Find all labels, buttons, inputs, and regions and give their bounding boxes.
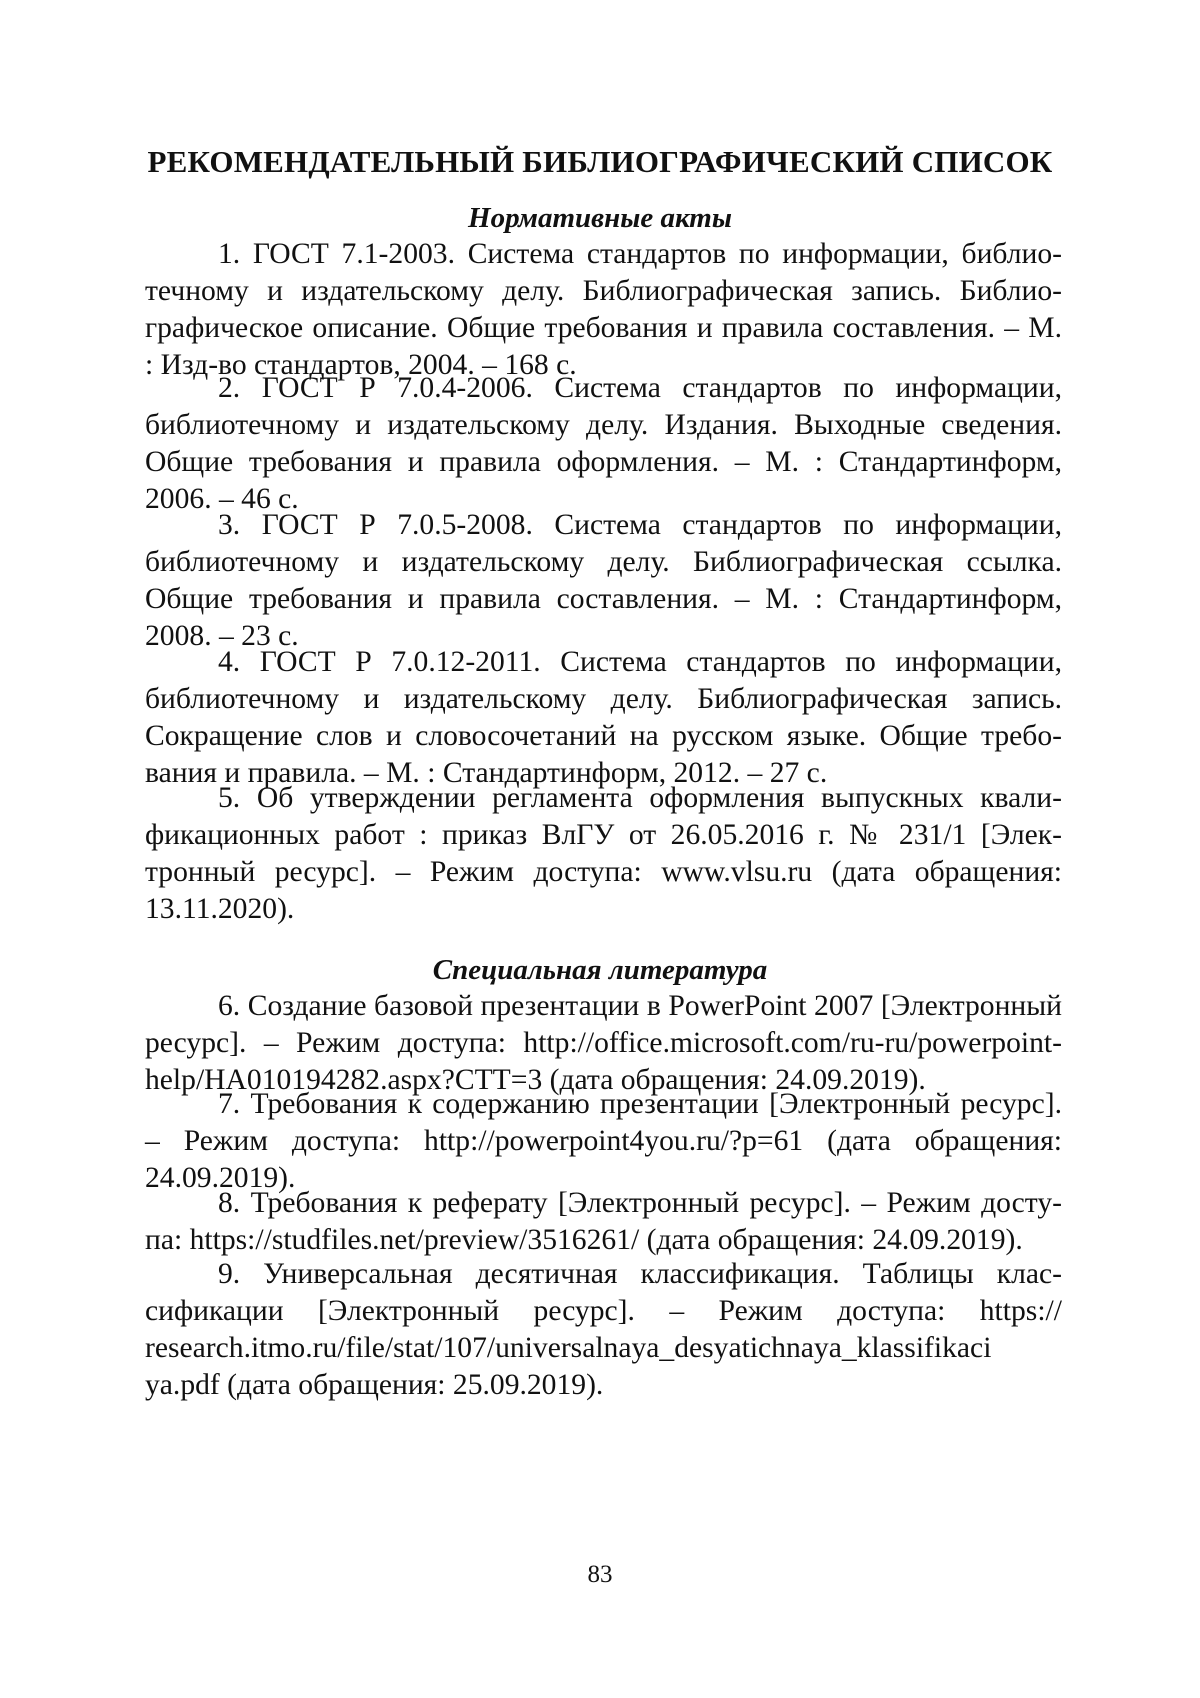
bibliography-entry-2: 2. ГОСТ Р 7.0.4-2006. Система стандартов по информации, библиотечному и издательскому делу. Издания. Выходные сведения. Общие требования и правила оформления. – М. : Стандартинформ, 2006. – 46 с.	[145, 372, 1062, 515]
bibliography-entry-4: 4. ГОСТ Р 7.0.12-2011. Система стандартов по информации, библиотечному и издательскому делу. Библиографическая запись. Сокращение слов и словосочетаний на русском языке. Общие требования и правила. – М. : Стандартинформ, 2012. – 27 с.	[145, 646, 1062, 789]
bibliography-entry-5: 5. Об утверждении регламента оформления выпускных квалификационных работ : приказ ВлГУ от 26.05.2016 г. № 231/1 [Электронный ресурс]. – Режим доступа: www.vlsu.ru (дата обращения: 13.11.2020).	[145, 782, 1062, 925]
bibliography-entry-1: 1. ГОСТ 7.1-2003. Система стандартов по информации, библиотечному и издательскому делу. Библиографическая запись. Библиографическое описание. Общие требования и правила составления. – М. : Изд-во стандартов, 2004. – 168 с.	[145, 238, 1062, 381]
page-number: 83	[587, 1561, 613, 1588]
bibliography-entry-9: 9. Универсальная десятичная классификация. Таблицы классификации [Электронный ресурс]. – Режим доступа: https:// research.itmo.ru/file/stat/107/universalnaya_desyatichnaya_klassifikaci ya.pdf (дата обращения: 25.09.2019).	[145, 1258, 1062, 1401]
page-title: РЕКОМЕНДАТЕЛЬНЫЙ БИБЛИОГРАФИЧЕСКИЙ СПИСОК	[147, 144, 1053, 179]
bibliography-entry-7: 7. Требования к содержанию презентации [Электронный ресурс]. – Режим доступа: http://powerpoint4you.ru/?p=61 (дата обращения: 24.09.2019).	[145, 1088, 1062, 1194]
bibliography-entry-8: 8. Требования к реферату [Электронный ресурс]. – Режим доступа: https://studfiles.net/preview/3516261/ (дата обращения: 24.09.2019).	[145, 1187, 1062, 1256]
bibliography-entry-3: 3. ГОСТ Р 7.0.5-2008. Система стандартов по информации, библиотечному и издательскому делу. Библиографическая ссылка. Общие требования и правила составления. – М. : Стандартинформ, 2008. – 23 с.	[145, 509, 1062, 652]
bibliography-entry-6: 6. Создание базовой презентации в PowerPoint 2007 [Электронный ресурс]. – Режим доступа: http://office.microsoft.com/ru-ru/powerpoint-help/HA010194282.aspx?CTT=3 (дата обращения: 24.09.2019).	[145, 990, 1062, 1096]
section-heading-special-literature: Специальная литература	[432, 954, 768, 986]
section-heading-normative-acts: Нормативные акты	[468, 202, 732, 234]
